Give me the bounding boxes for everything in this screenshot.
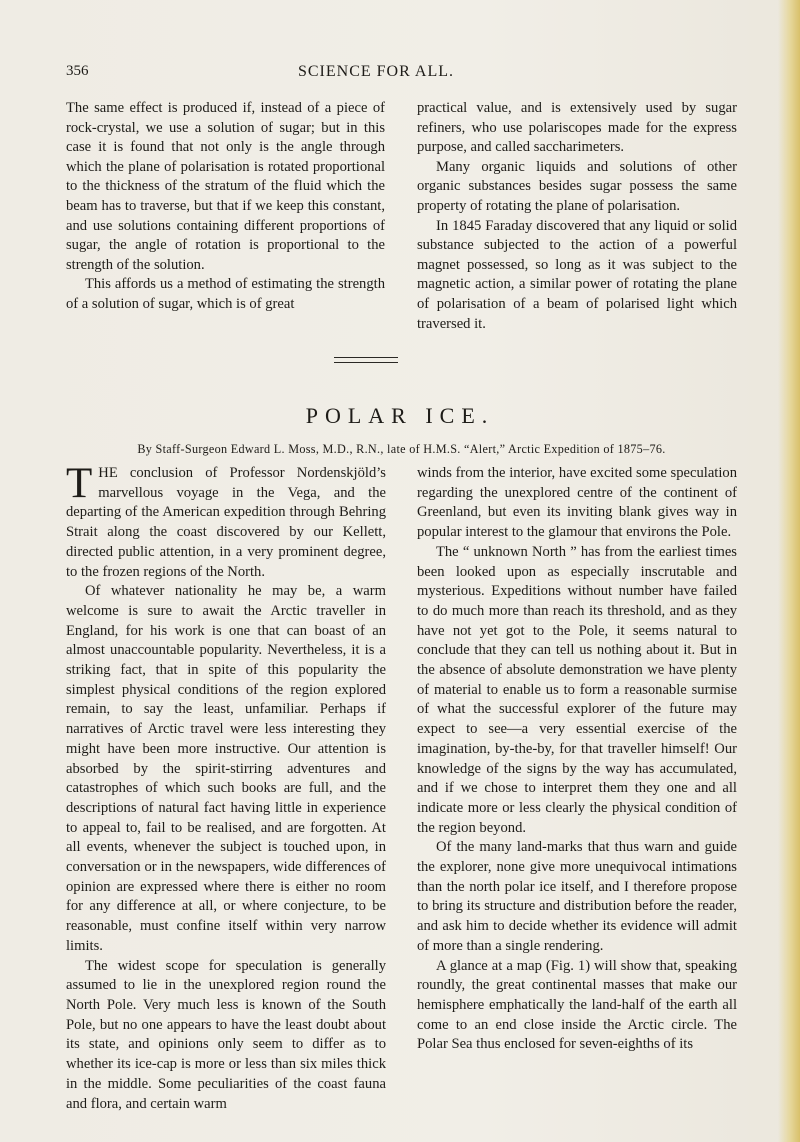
section-divider — [334, 362, 398, 363]
opening-paragraph — [66, 460, 386, 582]
paragraph: The “ unknown North ” has from the earliest times been looked upon as especially inscrutable and mysterious. Expeditions without number have failed to do much more than reach its threshold, and as they have not yet got to the Pole, it seems natural to conclude that they can tell us nothing about it. But in the absence of absolute demonstration we have plenty of material to enable us to form a reasonable surmise of what the successful explorer of the future may expect to see—a very essential exercise of the imagination, by-the-by, for that traveller himself! Our knowledge of the signs by the way has accumulated, and if we chose to interpret them they one and all indicate more or less clearly the physical condition of the region beyond. — [417, 543, 737, 836]
paragraph: Of whatever nationality he may be, a warm welcome is sure to await the Arctic traveller in England, for his work is one that can boast of an almost unaccountable popularity. Nevertheless, it is a striking fact, that in spite of this popularity the simplest physical conditions of the region explored remain, to say the least, unfamiliar. Perhaps if narratives of Arctic travel were less interesting they might have been more instructive. Our attention is absorbed by the spirit-stirring adventures and catastrophes of which such books are full, and the descriptions of natural fact having little in experience to appeal to, fail to be realised, and are forgotten. At all events, whenever the subject is touched upon, in conversation or in the newspapers, wide differences of opinion are expressed where there is either no room for any difference at all, or where conjecture, to be reasonable, must confine itself within very narrow limits. — [66, 583, 386, 954]
paragraph: practical value, and is extensively used by sugar refiners, who use polariscopes made for the express purpose, and called saccharimeters. — [417, 100, 737, 156]
paragraph: A glance at a map (Fig. 1) will show that, speaking roundly, the great continental masses that make our hemisphere emphatically the land-half of the earth all come to an end close inside the Arctic circle. The Polar Sea thus enclosed for seven-eighths of its — [417, 957, 737, 1053]
running-title: SCIENCE FOR ALL. — [297, 63, 454, 80]
page-edge — [778, 0, 800, 1142]
paragraph: This affords us a method of estimating the strength of a solution of sugar, which is of great — [66, 276, 385, 312]
article-right-column — [417, 464, 737, 1055]
paragraph: Many organic liquids and solutions of other organic substances besides sugar possess the same property of rotating the plane of polarisation. — [417, 158, 737, 214]
opening-text: HE conclusion of Professor Nordenskjöld’s marvellous voyage in the Vega, and the departing of the American expedition through Behring Strait along the coast discovered by our Kellett, directed public attention, in a very prominent degree, to the frozen regions of the North. — [66, 465, 386, 580]
paragraph: The same effect is produced if, instead of a piece of rock-crystal, we use a solution of sugar; but in this case it is found that not only is the angle through which the plane of polarisation is rotated proportional to the thickness of the stratum of the fluid which the beam has to traverse, but that if we keep this constant, and use solutions containing different proportions of sugar, the angle of rotation is proportional to the strength of the solution. — [66, 100, 385, 273]
paragraph: In 1845 Faraday discovered that any liquid or solid substance subjected to the action of a powerful magnet possessed, so long as it was subject to the magnetic action, a similar power of rotating the plane of polarisation of a beam of polarised light which traversed it. — [417, 217, 737, 332]
paragraph: Of the many land-marks that thus warn and guide the explorer, none give more unequivocal intimations than the north polar ice itself, and I therefore propose to bring its structure and distribution before the reader, and ask him to decide whether its evidence will admit of more than a single rendering. — [417, 839, 737, 954]
previous-article-left-column — [66, 99, 385, 315]
page-number: 356 — [66, 63, 89, 79]
article-title: POLAR ICE. — [305, 403, 495, 428]
byline: By Staff-Surgeon Edward L. Moss, M.D., R.N., late of H.M.S. “Alert,” Arctic Expedition of 1875–76. — [137, 442, 666, 456]
previous-article-right-column — [417, 99, 737, 334]
running-head — [66, 63, 686, 85]
drop-cap: T — [66, 460, 93, 507]
paragraph: winds from the interior, have excited some speculation regarding the unexplored centre of the continent of Greenland, but even its inviting blank gives way in popular interest to the glamour that environs the Pole. — [417, 465, 737, 541]
article-left-column — [66, 460, 386, 1114]
paragraph: The widest scope for speculation is generally assumed to lie in the unexplored region round the North Pole. Very much less is known of the South Pole, but no one appears to have the least doubt about its state, and opinions only seem to differ as to whether its ice-cap is more or less than six miles thick in the middle. Some peculiarities of the coast fauna and flora, and certain warm — [66, 957, 386, 1112]
section-divider — [334, 357, 398, 358]
